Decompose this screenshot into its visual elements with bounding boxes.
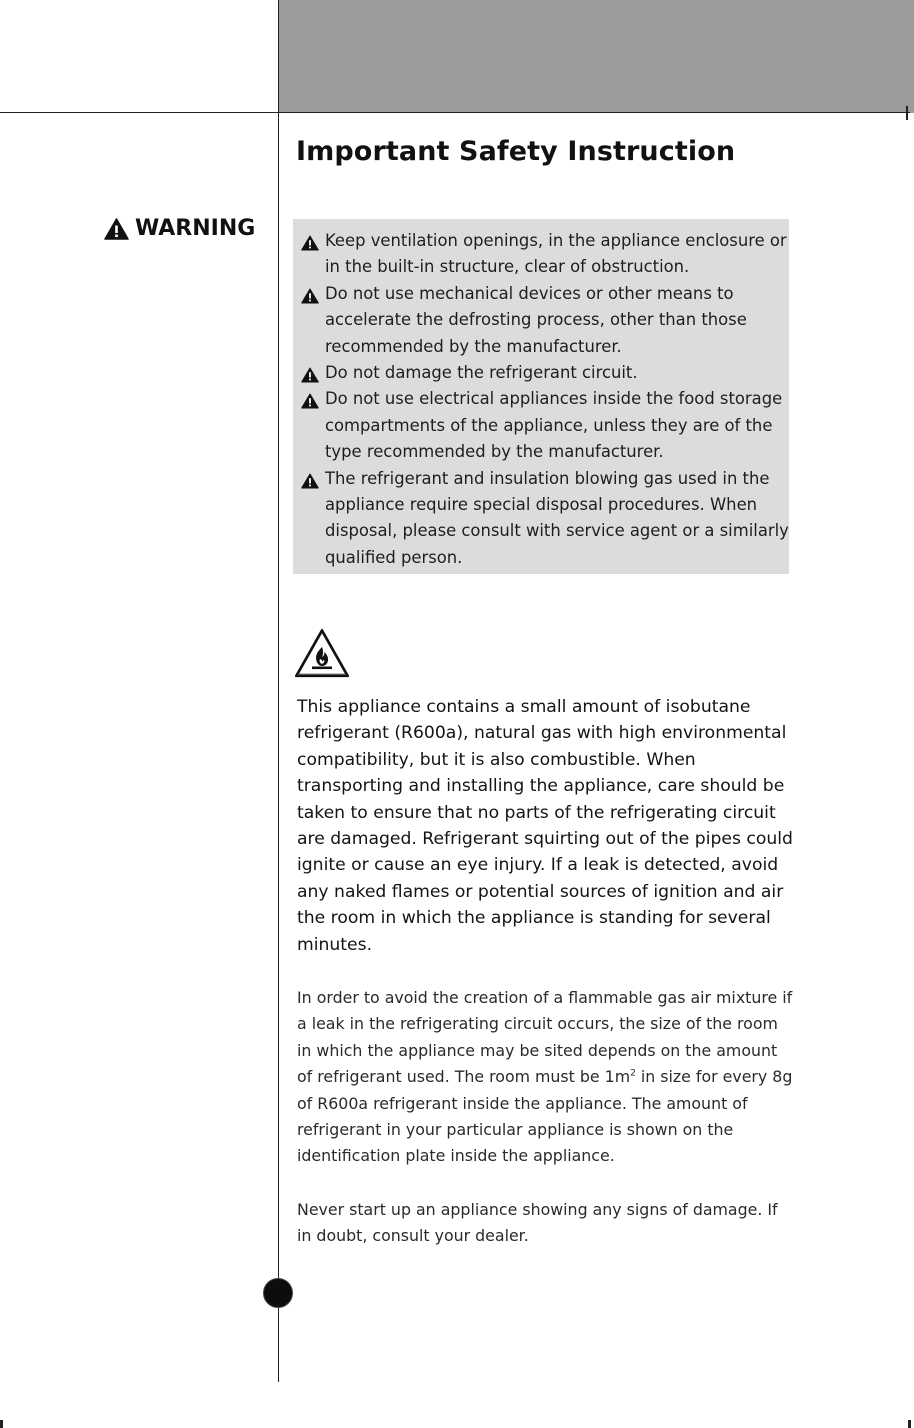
warning-item-text: Do not damage the refrigerant circuit. xyxy=(325,363,638,383)
warning-box xyxy=(293,219,789,574)
warning-item-text: Keep ventilation openings, in the appliance enclosure or in the built-in structure, clear of obstruction. xyxy=(325,231,787,277)
warning-triangle-icon xyxy=(301,286,319,312)
warning-triangle-icon xyxy=(301,471,319,497)
page-title: Important Safety Instruction xyxy=(296,136,736,167)
header-band xyxy=(279,0,914,113)
warning-item-text: Do not use mechanical devices or other means to accelerate the defrosting process, other than those recommended by the manufacturer. xyxy=(325,283,747,356)
warning-heading-text: WARNING xyxy=(135,216,256,241)
damage-notice: Never start up an appliance showing any signs of damage. If in doubt, consult your dealer. xyxy=(297,1200,778,1246)
warning-item xyxy=(301,360,789,386)
warning-item xyxy=(301,386,789,465)
room-size-text-continued: in size for every 8g of R600a refrigerant inside the appliance. The amount of refrigerant in your particular appliance is shown on the identification plate inside the appliance. xyxy=(297,1067,793,1166)
room-size-text: In order to avoid the creation of a flammable gas air mixture if a leak in the refrigerating circuit occurs, the size of the room in which the appliance may be sited depends on the amount of refrigerant used. The room must be 1m xyxy=(297,988,793,1087)
flammable-hazard-icon xyxy=(294,628,350,682)
warning-item-text: Do not use electrical appliances inside the food storage compartments of the appliance, unless they are of the type recommended by the manufacturer. xyxy=(325,389,783,462)
warning-item xyxy=(301,228,789,281)
header-divider xyxy=(0,112,910,113)
square-unit-superscript: 2 xyxy=(630,1068,636,1079)
warning-item-text: The refrigerant and insulation blowing gas used in the appliance require special disposal procedures. When disposal, please consult with service agent or a similarly qualified person. xyxy=(325,468,789,567)
crop-mark xyxy=(908,1420,911,1428)
warning-item xyxy=(301,466,789,572)
warning-list xyxy=(293,219,789,571)
warning-item xyxy=(301,281,789,360)
margin-rule xyxy=(278,0,279,1382)
room-size-paragraph xyxy=(297,985,797,1170)
warning-heading xyxy=(104,216,255,241)
page-marker-dot xyxy=(263,1278,293,1308)
crop-mark xyxy=(906,106,908,120)
isobutane-notice: This appliance contains a small amount of isobutane refrigerant (R600a), natural gas with high environmental compatibility, but it is also combustible. When transporting and installing the appliance, care should be taken to ensure that no parts of the refrigerating circuit are damaged. Refrigerant squirting out of the pipes could ignite or cause an eye injury. If a leak is detected, avoid any naked flames or potential sources of ignition and air the room in which the appliance is standing for several minutes. xyxy=(297,697,793,955)
warning-triangle-icon xyxy=(104,218,129,240)
warning-triangle-icon xyxy=(301,233,319,259)
warning-triangle-icon xyxy=(301,391,319,417)
crop-mark xyxy=(0,1420,3,1428)
